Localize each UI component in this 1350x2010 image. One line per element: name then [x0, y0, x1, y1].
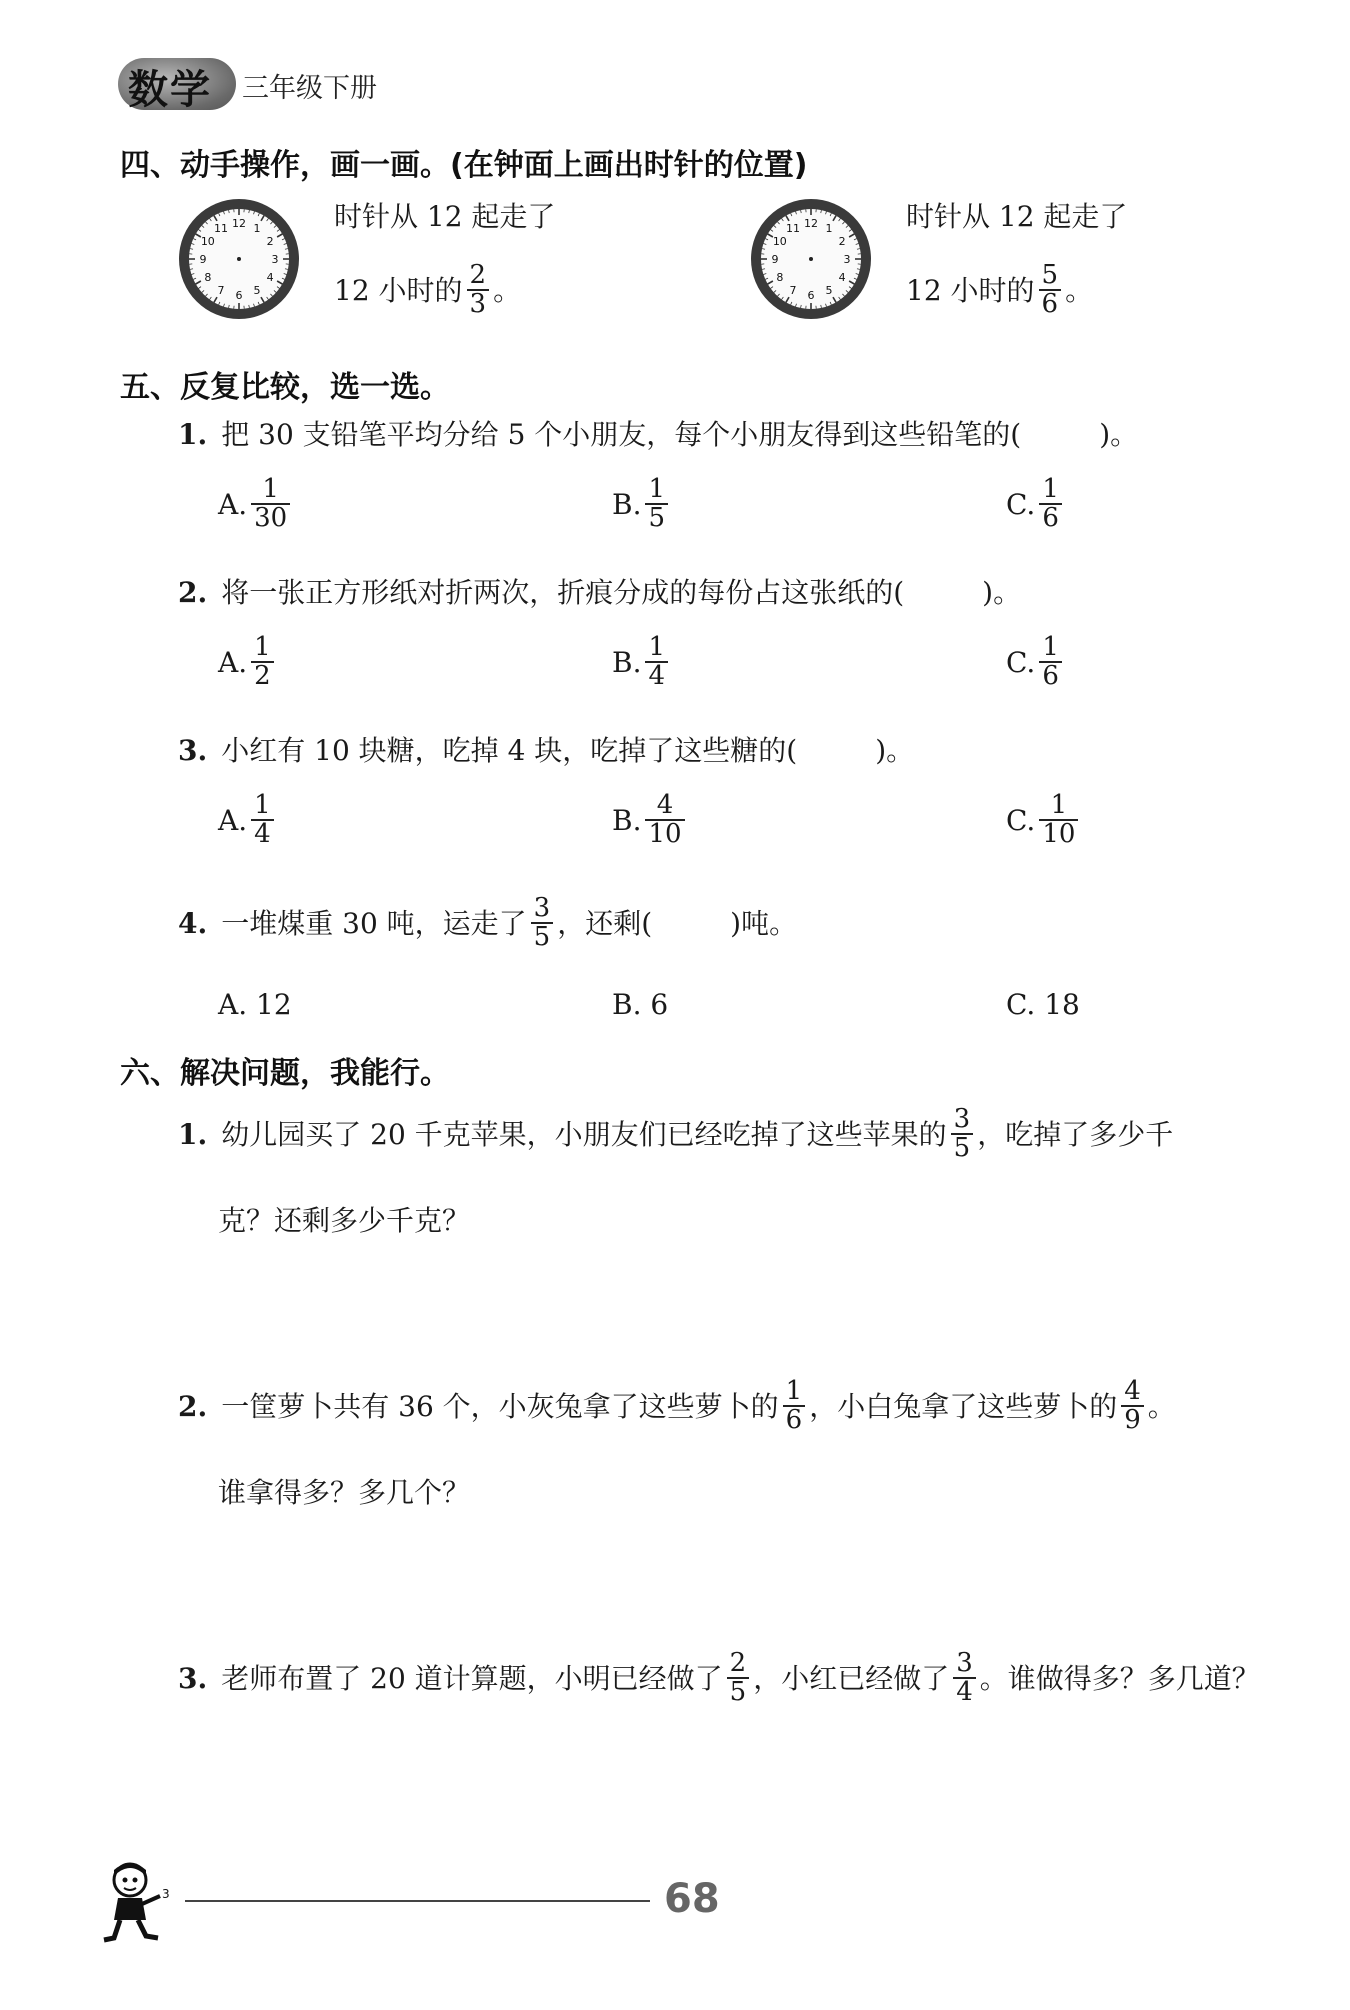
answer-area-3[interactable] — [218, 1740, 1258, 1840]
s6-problem-2: 2. 一筐萝卜共有 36 个，小灰兔拿了这些萝卜的 $\frac{1}{6}$ ，小白兔拿了这些萝卜的 $\frac{4}{9}$ 。 — [178, 1376, 1176, 1436]
section-4-title: 四、动手操作，画一画。(在钟面上画出时针的位置) — [120, 148, 808, 183]
s5-question-3: 3. 小红有 10 块糖，吃掉 4 块，吃掉了这些糖的( )。 — [178, 734, 915, 767]
clock-face-1[interactable] — [176, 196, 302, 322]
s5-q3-option-c[interactable]: C. $\frac{1}{10}$ — [1006, 792, 1082, 849]
s5-q3-option-b[interactable]: B. $\frac{4}{10}$ — [612, 792, 689, 849]
clock-number: 10 — [772, 235, 787, 248]
fraction: $\frac{1}{6}$ — [783, 1378, 806, 1435]
clock-number: 11 — [786, 221, 800, 235]
clock-number: 6 — [807, 289, 815, 302]
s6-problem-1: 1. 幼儿园买了 20 千克苹果，小朋友们已经吃掉了这些苹果的 $\frac{3}{5}$ ，吃掉了多少千 — [178, 1104, 1174, 1164]
clock-number: 4 — [266, 271, 274, 284]
svg-text:3: 3 — [162, 1887, 170, 1901]
fraction: $\frac{2}{5}$ — [727, 1650, 750, 1707]
s6-problem-3: 3. 老师布置了 20 道计算题，小明已经做了 $\frac{2}{5}$ ，小红已经做了 $\frac{3}{4}$ 。谁做得多？多几道？ — [178, 1648, 1260, 1708]
clock-number: 5 — [253, 284, 261, 298]
mascot-icon — [100, 1858, 180, 1948]
clock-number: 12 — [232, 217, 246, 230]
clock-number: 7 — [217, 284, 225, 298]
clock-number: 4 — [838, 271, 846, 284]
clock-number: 3 — [271, 253, 279, 266]
clock-1-line1: 时针从 12 起走了 — [334, 200, 556, 233]
s5-q4-option-c[interactable]: C. 18 — [1006, 988, 1080, 1021]
answer-area-2[interactable] — [218, 1530, 1258, 1630]
fraction: $\frac{3}{5}$ — [951, 1106, 974, 1163]
fraction: $\frac{4}{9}$ — [1121, 1378, 1144, 1435]
s5-question-4: 4. 一堆煤重 30 吨，运走了 $\frac{3}{5}$ ，还剩( )吨。 — [178, 893, 798, 953]
answer-area-1[interactable] — [218, 1260, 1258, 1360]
clock-face-2[interactable] — [748, 196, 874, 322]
clock-1-line2: 12 小时的 $\frac{2}{3}$ 。 — [334, 260, 522, 320]
s5-q1-option-a[interactable]: A. $\frac{1}{30}$ — [218, 476, 294, 533]
clock-2-text: 12 小时的 — [906, 273, 1035, 307]
s5-question-1: 1. 把 30 支铅笔平均分给 5 个小朋友，每个小朋友得到这些铅笔的( )。 — [178, 418, 1139, 451]
fraction: $\frac{5}{6}$ — [1039, 262, 1062, 319]
clock-number: 8 — [776, 271, 784, 284]
fraction: $\frac{3}{5}$ — [531, 895, 554, 952]
book-subject: 数学 — [128, 67, 212, 113]
clock-2-line1: 时针从 12 起走了 — [906, 200, 1128, 233]
clock-number: 12 — [804, 217, 818, 230]
clock-number: 8 — [204, 271, 212, 284]
s6-problem-2-line2: 谁拿得多？多几个？ — [218, 1476, 471, 1509]
clock-number: 10 — [200, 235, 215, 248]
clock-number: 7 — [789, 284, 797, 298]
clock-number: 2 — [266, 235, 274, 248]
s6-problem-1-line2: 克？还剩多少千克？ — [218, 1204, 471, 1237]
s5-q2-option-b[interactable]: B. $\frac{1}{4}$ — [612, 634, 672, 691]
book-grade: 三年级下册 — [242, 73, 377, 104]
s5-question-2: 2. 将一张正方形纸对折两次，折痕分成的每份占这张纸的( )。 — [178, 576, 1022, 609]
clock-number: 5 — [825, 284, 833, 298]
clock-1-text: 12 小时的 — [334, 273, 463, 307]
clock-number: 3 — [843, 253, 851, 266]
s5-q2-option-c[interactable]: C. $\frac{1}{6}$ — [1006, 634, 1066, 691]
page-number: 68 — [664, 1876, 720, 1922]
section-5-title: 五、反复比较，选一选。 — [120, 370, 450, 405]
s5-q1-option-c[interactable]: C. $\frac{1}{6}$ — [1006, 476, 1066, 533]
fraction: $\frac{2}{3}$ — [467, 262, 490, 319]
s5-q4-option-a[interactable]: A. 12 — [218, 988, 292, 1021]
clock-number: 9 — [771, 253, 779, 266]
s5-q4-option-b[interactable]: B. 6 — [612, 988, 669, 1021]
clock-number: 1 — [253, 221, 261, 235]
s5-q3-option-a[interactable]: A. $\frac{1}{4}$ — [218, 792, 278, 849]
s5-q2-option-a[interactable]: A. $\frac{1}{2}$ — [218, 634, 278, 691]
clock-number: 1 — [825, 221, 833, 235]
footer-rule — [185, 1900, 650, 1902]
clock-number: 6 — [235, 289, 243, 302]
s5-q1-option-b[interactable]: B. $\frac{1}{5}$ — [612, 476, 672, 533]
clock-2-line2: 12 小时的 $\frac{5}{6}$ 。 — [906, 260, 1094, 320]
section-6-title: 六、解决问题，我能行。 — [120, 1056, 450, 1091]
clock-number: 11 — [214, 221, 228, 235]
fraction: $\frac{3}{4}$ — [953, 1650, 976, 1707]
clock-number: 2 — [838, 235, 846, 248]
clock-number: 9 — [199, 253, 207, 266]
